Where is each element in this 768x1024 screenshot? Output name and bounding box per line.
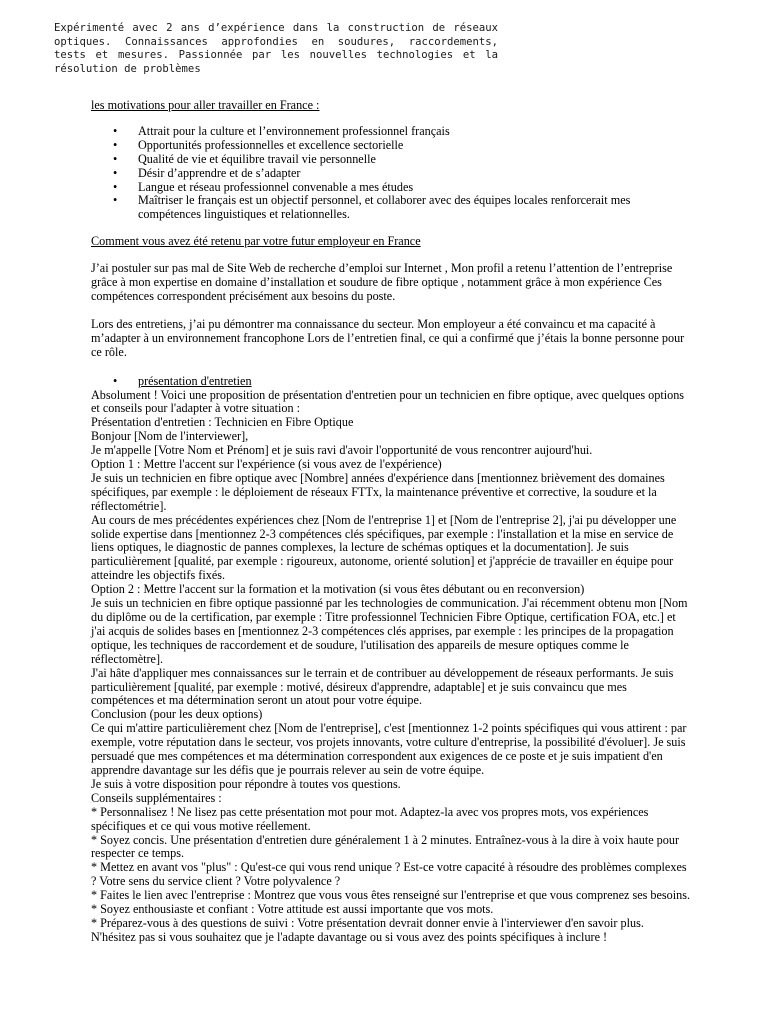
text-line: Je m'appelle [Votre Nom et Prénom] et je suis ravi d'avoir l'opportunité de vous rencontrer aujourd'hui. (91, 443, 593, 458)
retenu-paragraph-2: Lors des entretiens, j’ai pu démontrer ma connaissance du secteur. Mon employeur a été convaincu et ma capacité à m’adapter à un environnement francophone Lors de l’entretien final, ce qui a confirmé que j’étais la bonne personne pour ce rôle. (91, 316, 685, 359)
text-line: Présentation d'entretien : Technicien en Fibre Optique (91, 415, 354, 430)
intro-paragraph: Expérimenté avec 2 ans d’expérience dans la construction de réseaux optiques. Connaissances approfondies en soudures, raccordements, tests et mesures. Passionnée par les nouvelles technologies et la résolution de problèmes (54, 22, 498, 75)
list-item: • Langue et réseau professionnel convenable a mes études (91, 181, 691, 195)
text-line: * Personnalisez ! Ne lisez pas cette présentation mot pour mot. Adaptez-la avec vos propres mots, vos expériences spécifiques et ce qui vous motive réellement. (91, 804, 649, 833)
motivations-list (91, 125, 691, 222)
text-line: Option 2 : Mettre l'accent sur la formation et la motivation (si vous êtes débutant ou en reconversion) (91, 582, 585, 597)
text-line: Conclusion (pour les deux options) (91, 707, 263, 722)
presentation-text (91, 389, 691, 945)
text-line: Bonjour [Nom de l'interviewer], (91, 429, 249, 444)
text-line: J'ai hâte d'appliquer mes connaissances sur le terrain et de contribuer au développement de réseaux performants. Je suis particulièrement [qualité, par exemple : motivé, désireux d'apprendre, adaptable] et je suis convaincu que mes compétences et ma détermination seront un atout pour votre équipe. (91, 665, 674, 708)
text-line: Je suis un technicien en fibre optique passionné par les technologies de communication. J'ai récemment obtenu mon [Nom du diplôme ou de la certification, par exemple : Titre professionnel Technicien Fibre Optique, certification FOA, etc.] et j'ai acquis de solides bases en [mentionnez 2-3 compétences clés apprises, par exemple : les principes de la propagation optique, les techniques de raccordement et de soudure, l'utilisation des appareils de mesure optiques comme le réflectomètre]. (91, 596, 688, 666)
text-line: N'hésitez pas si vous souhaitez que je l'adapte davantage ou si vous avez des points spécifiques à inclure ! (91, 929, 608, 944)
list-item: • Attrait pour la culture et l’environnement professionnel français (91, 125, 691, 139)
text-line: * Soyez concis. Une présentation d'entretien dure généralement 1 à 2 minutes. Entraînez-vous à la dire à voix haute pour respecter ce temps. (91, 832, 680, 861)
text-line: Ce qui m'attire particulièrement chez [Nom de l'entreprise], c'est [mentionnez 1-2 points spécifiques qui vous attirent : par exemple, votre réputation dans le secteur, vos projets innovants, votre culture d'entreprise, la possibilité d'évoluer]. Je suis persuadé que mes compétences et ma détermination correspondent aux exigences de ce poste et je suis impatient d'en apprendre davantage sur les défis que je pourrais relever au sein de votre équipe. (91, 721, 687, 777)
text-line: Je suis un technicien en fibre optique avec [Nombre] années d'expérience dans [mentionnez brièvement des domaines spécifiques, par exemple : le déploiement de réseaux FTTx, la maintenance préventive et corrective, la soudure et la réflectométrie]. (91, 470, 665, 513)
list-item: • Opportunités professionnelles et excellence sectorielle (91, 139, 691, 153)
motivations-title: les motivations pour aller travailler en France : (91, 98, 320, 112)
retenu-paragraph-1: J’ai postuler sur pas mal de Site Web de recherche d’emploi sur Internet , Mon profil a retenu l’attention de l’entreprise grâce à mon expertise en domaine d’installation et soudure de fibre optique , notamment grâce à mon expérience Ces compétences correspondent précisément aux besoins du poste. (91, 261, 673, 303)
list-item: • Désir d’apprendre et de s’adapter (91, 167, 691, 181)
list-item: • Qualité de vie et équilibre travail vie personnelle (91, 153, 691, 167)
text-line: Absolument ! Voici une proposition de présentation d'entretien pour un technicien en fibre optique, avec quelques options et conseils pour l'adapter à votre situation : (91, 387, 685, 416)
text-line: * Soyez enthousiaste et confiant : Votre attitude est aussi importante que vos mots. (91, 902, 494, 917)
list-item: • Maîtriser le français est un objectif personnel, et collaborer avec des équipes locales renforcerait mes compétences linguistiques et relationnelles. (91, 194, 691, 222)
text-line: Conseils supplémentaires : (91, 790, 222, 805)
presentation-bullet: • présentation d'entretien (91, 375, 691, 389)
text-line: Option 1 : Mettre l'accent sur l'expérience (si vous avez de l'expérience) (91, 457, 442, 472)
text-line: Je suis à votre disposition pour répondre à toutes vos questions. (91, 776, 401, 791)
text-line: * Préparez-vous à des questions de suivi : Votre présentation devrait donner envie à l'interviewer d'en savoir plus. (91, 915, 644, 930)
retenu-title: Comment vous avez été retenu par votre futur employeur en France (91, 234, 421, 249)
text-line: * Faites le lien avec l'entreprise : Montrez que vous vous êtes renseigné sur l'entreprise et que vous comprenez ses besoins. (91, 888, 691, 903)
text-line: Au cours de mes précédentes expériences chez [Nom de l'entreprise 1] et [Nom de l'entreprise 2], j'ai pu développer une solide expertise dans [mentionnez 2-3 compétences clés spécifiques, par exemple : l'installation et la mise en service de liens optiques, le diagnostic de pannes complexes, la lecture de schémas optiques et la documentation]. Je suis particulièrement [qualité, par exemple : rigoureux, autonome, orienté solution] et j'apprécie de travailler en équipe pour atteindre les objectifs fixés. (91, 512, 677, 583)
text-line: * Mettez en avant vos "plus" : Qu'est-ce qui vous rend unique ? Est-ce votre capacité à résoudre des problèmes complexes ? Votre sens du service client ? Votre polyvalence ? (91, 860, 687, 889)
document-body (91, 99, 691, 945)
